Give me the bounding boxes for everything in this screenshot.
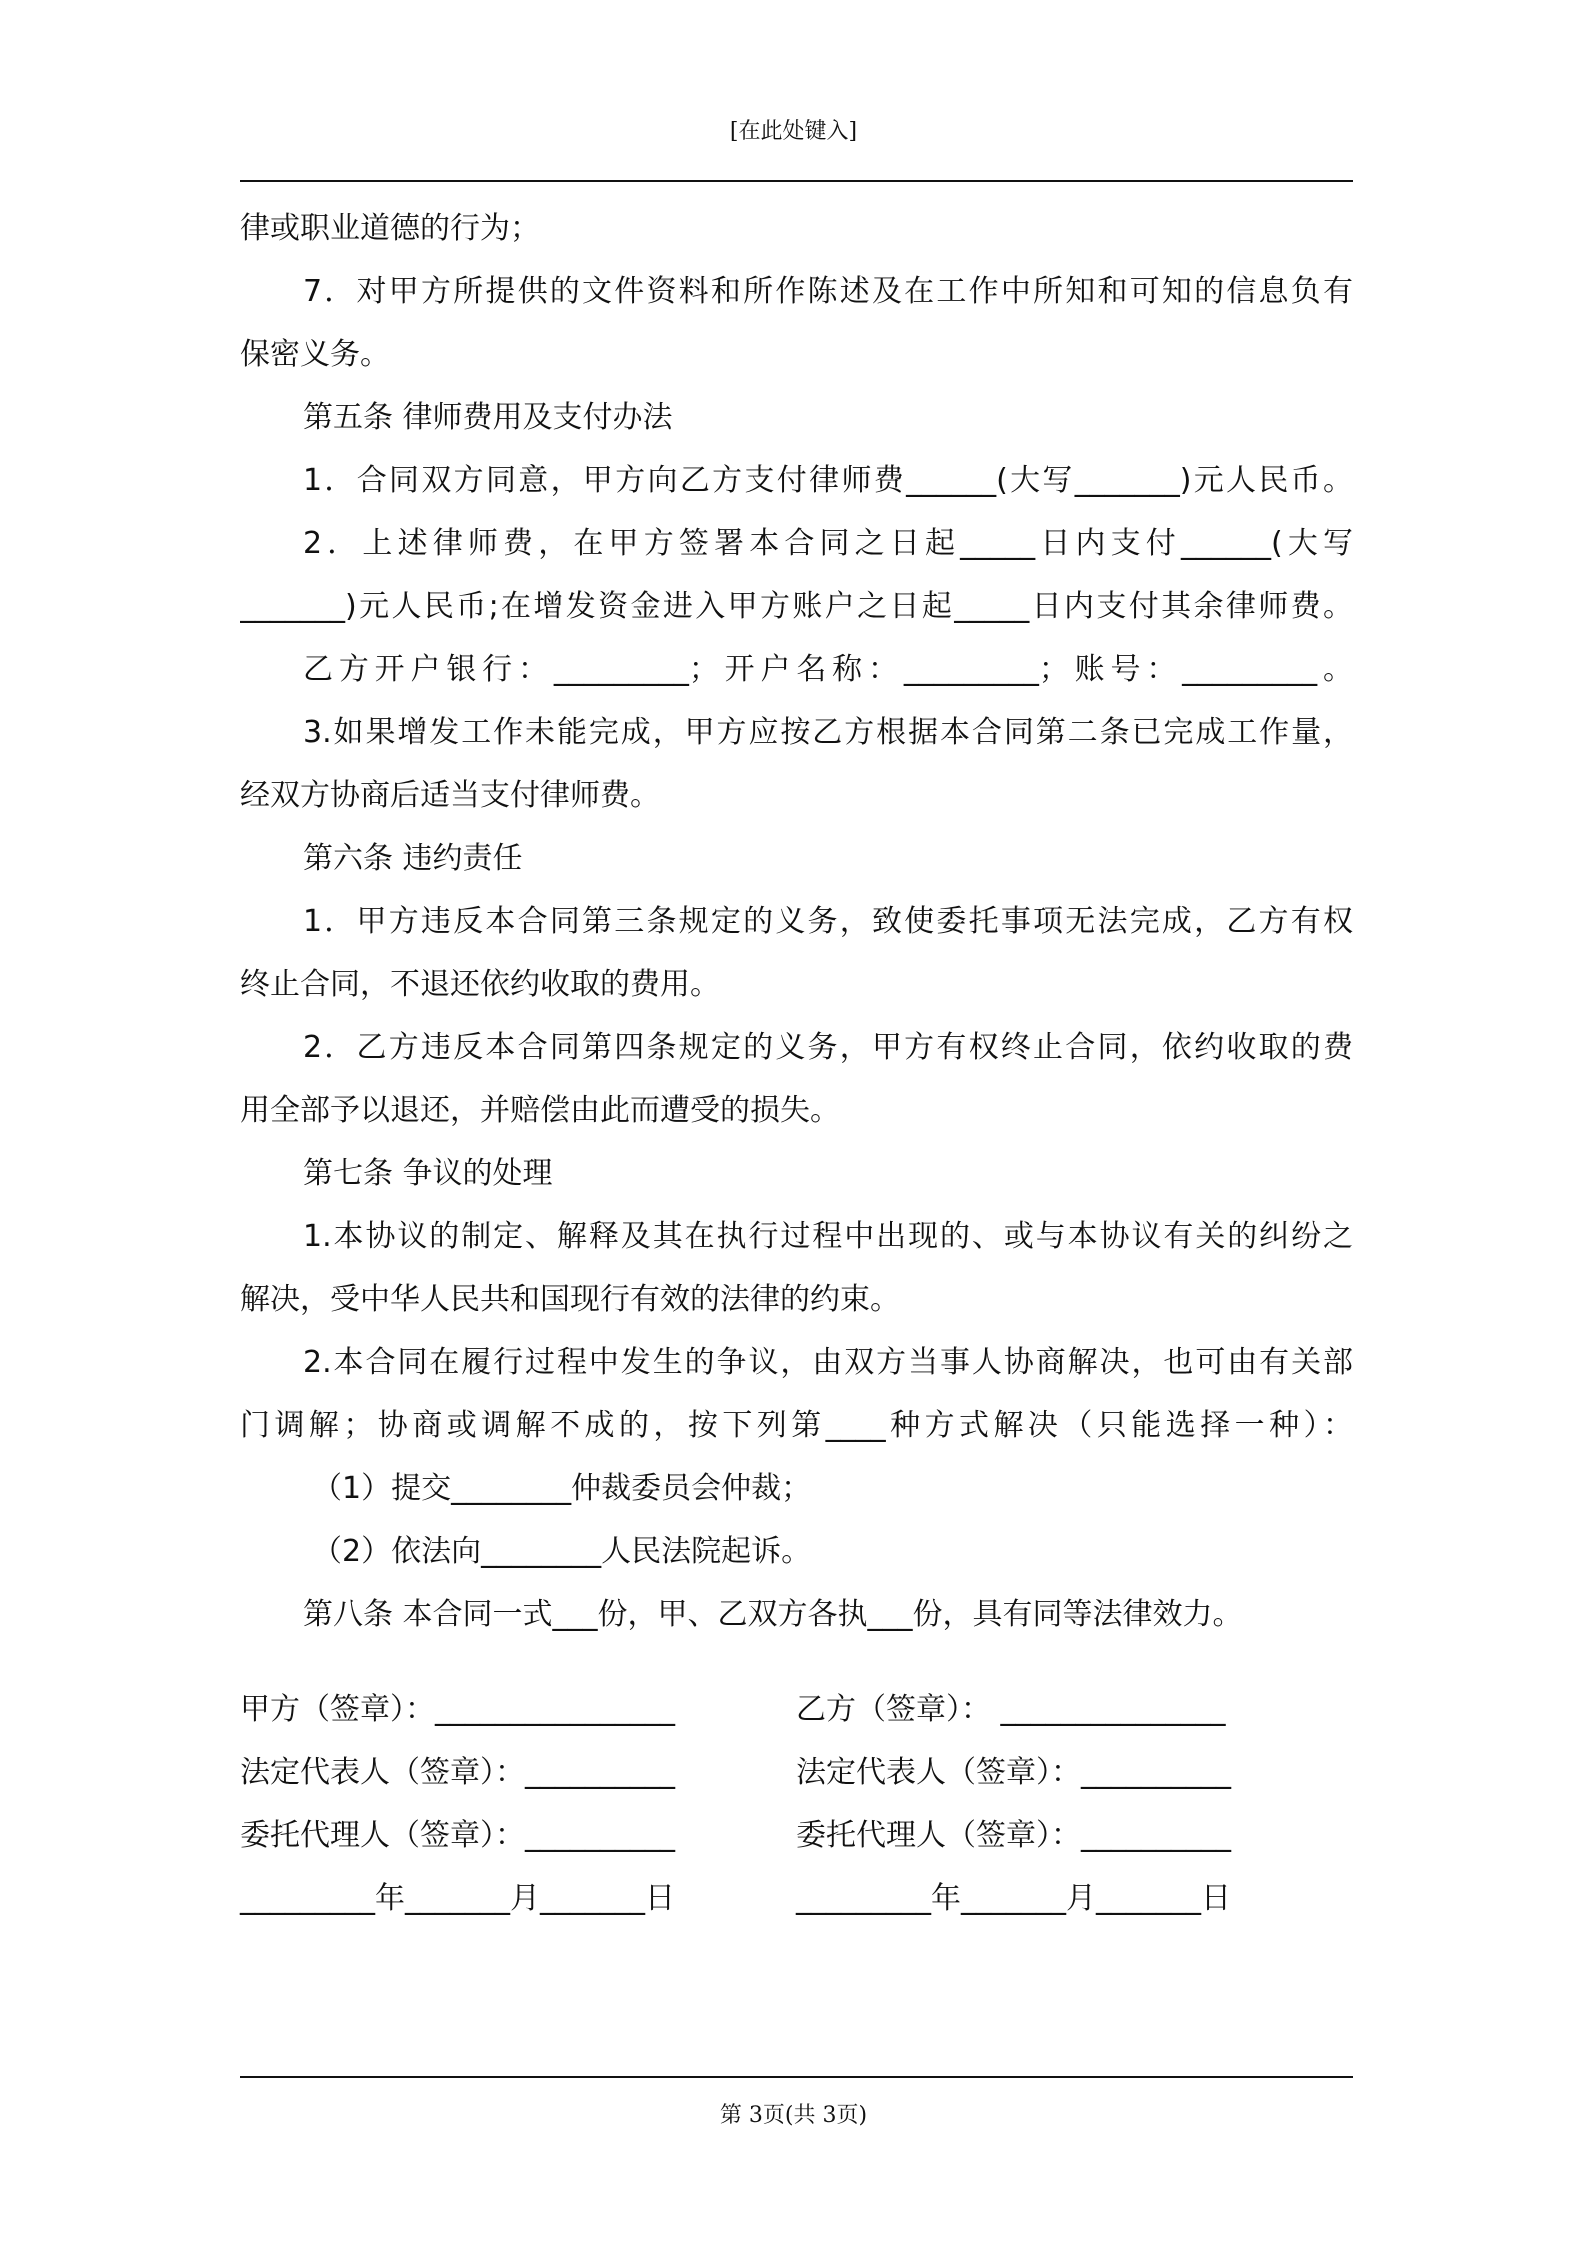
bank-info-line: 乙方开户银行：_________；开户名称：_________；账号：_________。 <box>303 652 1353 687</box>
text-line: 门调解；协商或调解不成的，按下列第____种方式解决（只能选择一种）： <box>240 1408 1353 1443</box>
clause-text: 7．对甲方所提供的文件资料和所作陈述及在工作中所知和可知的信息负有 <box>303 274 1353 309</box>
signature-block <box>240 1678 1353 1930</box>
footer-rule <box>240 2076 1353 2078</box>
text-line: 用全部予以退还，并赔偿由此而遭受的损失。 <box>240 1093 840 1128</box>
header-rule <box>240 180 1353 182</box>
text-line: 经双方协商后适当支付律师费。 <box>240 778 660 813</box>
text-line: 终止合同，不退还依约收取的费用。 <box>240 967 720 1002</box>
article-heading: 第六条 违约责任 <box>303 841 523 876</box>
article-heading: 第八条 本合同一式___份，甲、乙双方各执___份，具有同等法律效力。 <box>303 1597 1243 1632</box>
party-b-legal-rep-line: 法定代表人（签章）：__________ <box>796 1755 1231 1790</box>
article-heading: 第七条 争议的处理 <box>303 1156 553 1191</box>
party-a-date-line: _________年_______月_______日 <box>240 1881 675 1916</box>
option-item: （1）提交________仲裁委员会仲裁； <box>312 1471 812 1506</box>
clause-text: 1．合同双方同意，甲方向乙方支付律师费______(大写_______)元人民币。 <box>303 463 1353 498</box>
text-line: 解决，受中华人民共和国现行有效的法律的约束。 <box>240 1282 900 1317</box>
article-heading: 第五条 律师费用及支付办法 <box>303 400 673 435</box>
page-number: 第 3页(共 3页) <box>719 2103 868 2128</box>
signature-row <box>240 1678 1353 1741</box>
signature-row <box>240 1804 1353 1867</box>
clause-text: 2．乙方违反本合同第四条规定的义务，甲方有权终止合同，依约收取的费 <box>303 1030 1353 1065</box>
contract-body <box>240 197 1353 1646</box>
signature-row <box>240 1741 1353 1804</box>
clause-text: 1.本协议的制定、解释及其在执行过程中出现的、或与本协议有关的纠纷之 <box>303 1219 1353 1254</box>
clause-text: 2.本合同在履行过程中发生的争议，由双方当事人协商解决，也可由有关部 <box>303 1345 1353 1380</box>
page-header: [在此处键入] <box>729 119 858 144</box>
party-a-seal-line: 甲方（签章）：________________ <box>240 1692 675 1727</box>
text-line: 保密义务。 <box>240 337 390 372</box>
party-a-agent-line: 委托代理人（签章）：__________ <box>240 1818 675 1853</box>
clause-text: 1．甲方违反本合同第三条规定的义务，致使委托事项无法完成，乙方有权 <box>303 904 1353 939</box>
clause-text: 2．上述律师费，在甲方签署本合同之日起_____日内支付______(大写 <box>303 526 1353 561</box>
signature-row <box>240 1867 1353 1930</box>
text-line: 律或职业道德的行为； <box>240 211 540 246</box>
party-b-agent-line: 委托代理人（签章）：__________ <box>796 1818 1231 1853</box>
party-a-legal-rep-line: 法定代表人（签章）：__________ <box>240 1755 675 1790</box>
clause-text: 3.如果增发工作未能完成，甲方应按乙方根据本合同第二条已完成工作量， <box>303 715 1353 750</box>
party-b-seal-line: 乙方（签章）： _______________ <box>796 1692 1226 1727</box>
party-b-date-line: _________年_______月_______日 <box>796 1881 1231 1916</box>
text-line: _______)元人民币;在增发资金进入甲方账户之日起_____日内支付其余律师费。 <box>240 589 1353 624</box>
option-item: （2）依法向________人民法院起诉。 <box>312 1534 812 1569</box>
